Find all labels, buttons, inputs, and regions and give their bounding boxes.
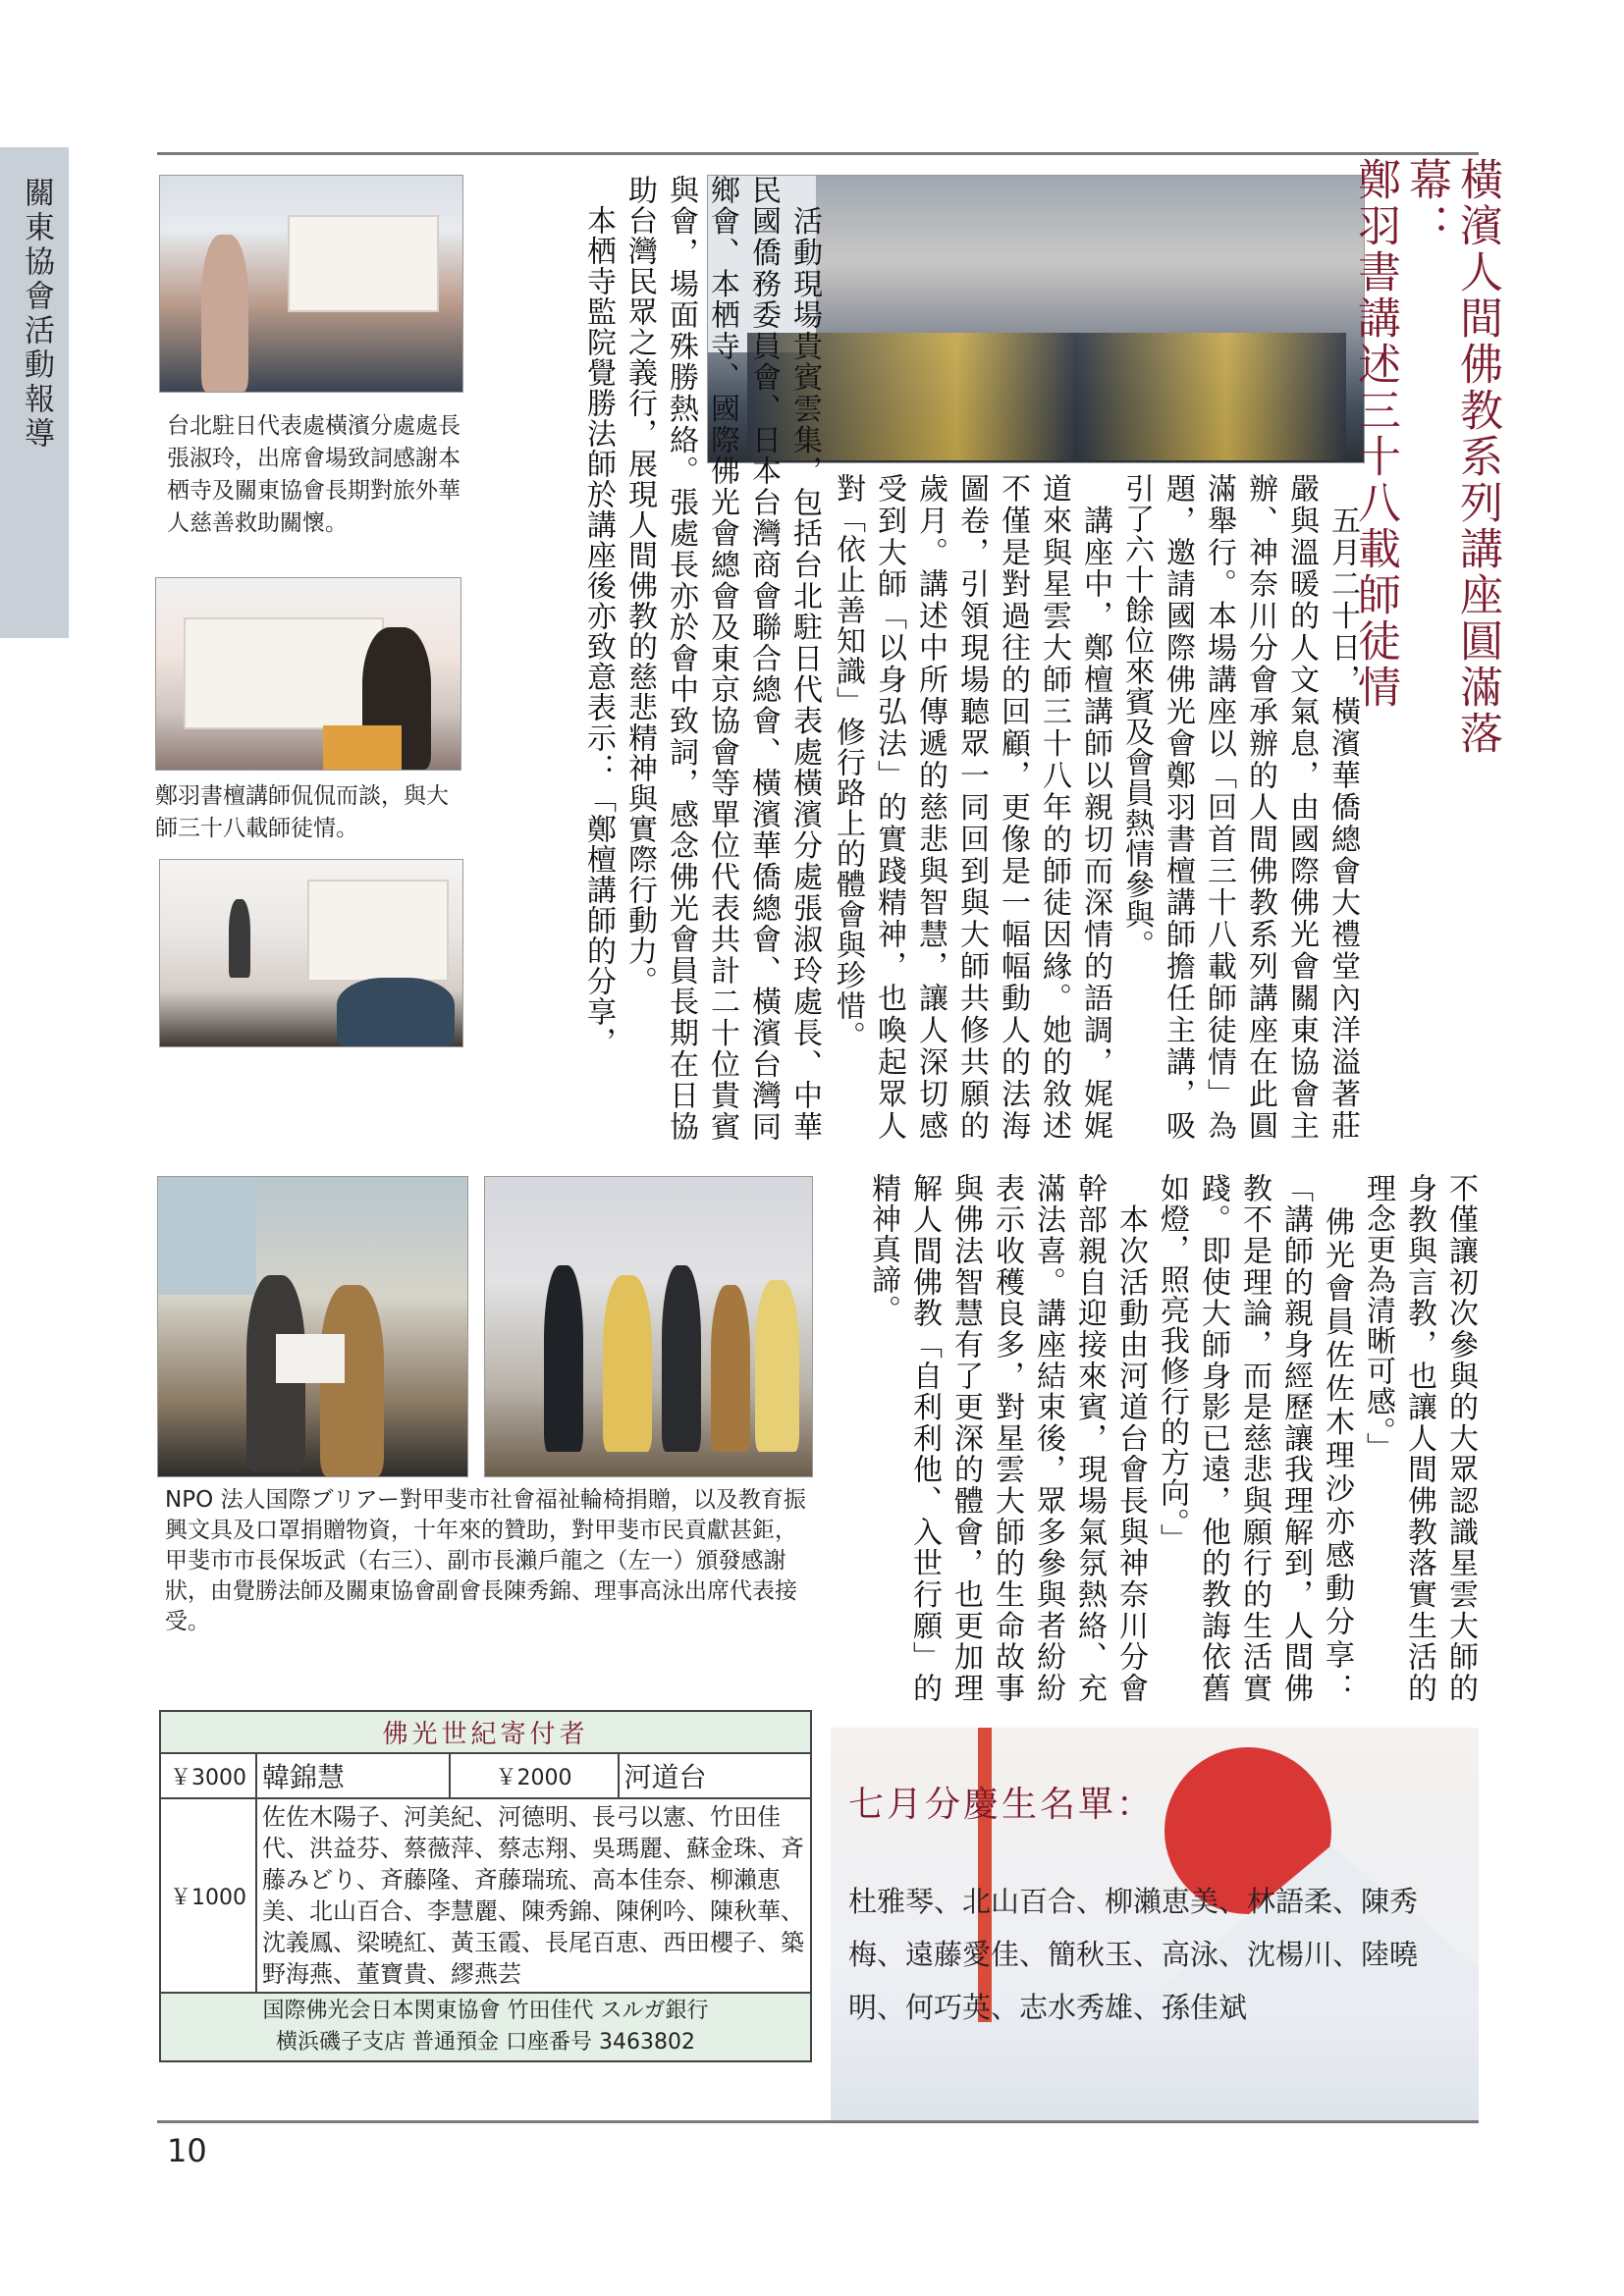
birthday-panel bbox=[831, 1728, 1479, 2120]
photo-audience bbox=[159, 859, 463, 1047]
paragraph: 不僅讓初次參與的大眾認識星雲大師的身教與言教，也讓人間佛教落實生活的理念更為清晰可感。」 bbox=[1361, 1173, 1478, 1703]
paragraph: 活動現場貴賓雲集，包括台北駐日代表處橫濱分處張淑玲處長、中華民國僑務委員會、日本台灣商會聯合總會、橫濱華僑總會、橫濱台灣同鄉會、本栖寺、國際佛光會總會及東京協會等單位代表共計二十位貴賓與會，場面殊勝熱絡。張處長亦於會中致詞，感念佛光會員長期在日協助台灣民眾之義行，展現人間佛教的慈悲精神與實際行動力。 bbox=[623, 175, 822, 1142]
donor-amount: ￥3000 bbox=[160, 1753, 256, 1798]
paragraph: 佛光會員佐佐木理沙亦感動分享：「講師的親身經歷讓我理解到，人間佛教不是理論，而是慈悲與願行的生活實踐。即使大師身影已遠，他的教誨依舊如燈，照亮我修行的方向。」 bbox=[1155, 1173, 1354, 1703]
section-label: 關東協會活動報導 bbox=[19, 177, 54, 452]
donor-bank-info bbox=[160, 1993, 811, 2061]
caption-photo-bottom: NPO 法人国際ブリアー對甲斐市社會福祉輪椅捐贈，以及教育振興文具及口罩捐贈物資，十年來的贊助，對甲斐市民貢獻甚鉅，甲斐市市長保坂武（右三）、副市長瀨戶龍之（左一）頒發感謝狀，由覺勝法師及關東協會副會長陳秀錦、理事高泳出席代表接受。 bbox=[165, 1487, 806, 1634]
donor-names: 佐佐木陽子、河美紀、河德明、長弓以憲、竹田佳代、洪益芬、蔡薇萍、蔡志翔、吳瑪麗、蘇金珠、斉藤みどり、斉藤隆、斉藤瑞琉、高本佳奈、柳瀨恵美、北山百合、李慧麗、陳秀錦、陳俐吟、陳秋華、沈義鳳、梁曉紅、黃玉霞、長尾百恵、西田櫻子、築野海燕、董寶貴、繆燕芸 bbox=[256, 1798, 811, 1993]
donor-names: 河道台 bbox=[619, 1753, 812, 1798]
page-number: 10 bbox=[167, 2132, 207, 2169]
photo-lecturer bbox=[155, 577, 461, 771]
photo-certificate-office bbox=[157, 1176, 468, 1477]
caption-photo-2: 鄭羽書檀講師侃侃而談，與大師三十八載師徒情。 bbox=[155, 783, 449, 841]
top-divider bbox=[157, 152, 1479, 155]
birthday-title: 七月分慶生名單： bbox=[848, 1785, 1156, 1825]
donor-table-title: 佛光世紀寄付者 bbox=[160, 1711, 811, 1753]
photo-certificate-group bbox=[484, 1176, 813, 1477]
paragraph: 本次活動由河道台會長與神奈川分會幹部親自迎接來賓，現場氣氛熱絡、充滿法喜。講座結束後，眾多參與者紛紛表示收穫良多，對星雲大師的生命故事與佛法智慧有了更深的體會，也更加理解人間佛教「自利利他、入世行願」的精神真諦。 bbox=[866, 1173, 1148, 1703]
donor-amount: ￥1000 bbox=[160, 1798, 256, 1993]
donor-names: 韓錦慧 bbox=[256, 1753, 450, 1798]
donor-bank-line-1: 国際佛光会日本関東協會 竹田佳代 スルガ銀行 bbox=[262, 1999, 709, 2023]
donor-amount: ￥2000 bbox=[450, 1753, 619, 1798]
article-body-upper bbox=[831, 473, 1363, 1141]
article-title bbox=[1350, 157, 1502, 785]
bottom-divider bbox=[157, 2120, 1479, 2123]
article-body-middle bbox=[491, 175, 825, 1142]
article-title-line-1: 橫濱人間佛教系列講座圓滿落幕： bbox=[1401, 157, 1502, 757]
birthday-names: 杜雅琴、北山百合、柳瀨恵美、林語柔、陳秀梅、遠藤愛佳、簡秋玉、高泳、沈楊川、陸曉明、何巧英、志水秀雄、孫佳斌 bbox=[848, 1885, 1419, 2024]
donor-bank-line-2: 横浜磯子支店 普通預金 口座番号 3463802 bbox=[276, 2030, 695, 2055]
photo-speaker-director bbox=[159, 175, 463, 393]
paragraph: 講座中，鄭檀講師以親切而深情的語調，娓娓道來與星雲大師三十八年的師徒因緣。她的敘述不僅是對過往的回顧，更像是一幅幅動人的法海圖卷，引領現場聽眾一同回到與大師共修共願的歲月。講述中所傳遞的慈悲與智慧，讓人深切感受到大師「以身弘法」的實踐精神，也喚起眾人對「依止善知識」修行路上的體會與珍惜。 bbox=[831, 473, 1112, 1141]
donor-table bbox=[159, 1710, 812, 2062]
paragraph: 五月二十日，橫濱華僑總會大禮堂內洋溢著莊嚴與溫暖的人文氣息，由國際佛光會關東協會主辦、神奈川分會承辦的人間佛教系列講座在此圓滿舉行。本場講座以「回首三十八載師徒情」為題，邀請國際佛光會鄭羽書檀講師擔任主講，吸引了六十餘位來賓及會員熱情參與。 bbox=[1119, 473, 1360, 1141]
paragraph: 本栖寺監院覺勝法師於講座後亦致意表示：「鄭檀講師的分享， bbox=[581, 175, 616, 1057]
article-body-lower bbox=[844, 1173, 1481, 1703]
caption-photo-1: 台北駐日代表處橫濱分處處長張淑玲，出席會場致詞感謝本栖寺及關東協會長期對旅外華人慈善救助關懷。 bbox=[167, 413, 460, 536]
article-title-line-2: 鄭羽書講述三十八載師徒情 bbox=[1350, 157, 1400, 711]
